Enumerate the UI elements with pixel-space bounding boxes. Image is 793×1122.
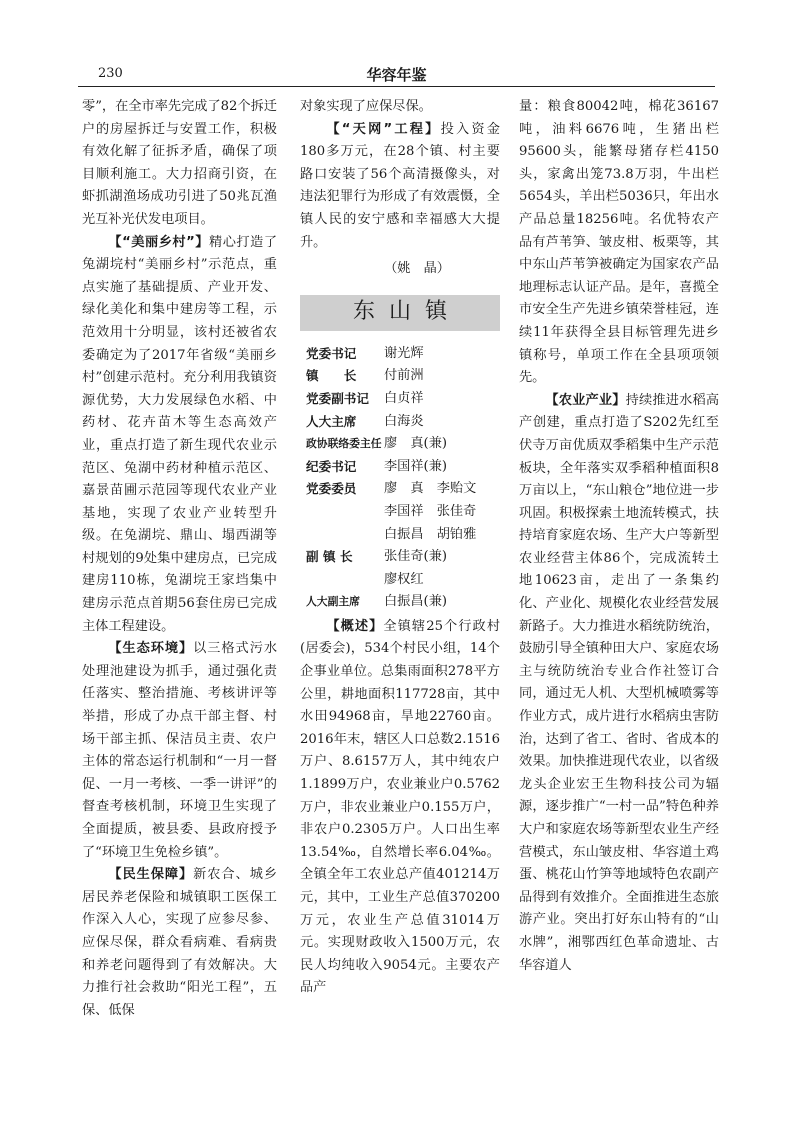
paragraph: 量：粮食80042吨，棉花36167吨，油料6676吨，生猪出栏95600头，能繁母猪存栏4150头，家禽出笼73.8万羽，牛出栏5654头，羊出栏5036只，年出水产品总量18256吨。名优特农产品有芦苇笋、皱皮柑、板栗等，其中东山芦苇笋被确定为国家农产品地理标志认证产品。是年，喜揽全市安全生产先进乡镇荣誉桂冠，连续11年获得全县目标管理先进乡镇称号，单项工作在全县项项领先。 bbox=[519, 99, 719, 386]
column-right bbox=[519, 96, 719, 977]
roster-names: 张佳奇(兼) bbox=[384, 549, 448, 565]
roster-title bbox=[300, 569, 384, 592]
paragraph-skynet bbox=[300, 119, 500, 255]
roster-row bbox=[300, 546, 500, 569]
paragraph: 对象实现了应保尽保。 bbox=[300, 99, 432, 114]
section-lead: 【生态环境】 bbox=[108, 641, 194, 657]
roster-row bbox=[300, 343, 500, 366]
roster-title: 副 镇 长 bbox=[306, 549, 353, 565]
column-left bbox=[82, 96, 277, 1022]
roster-row bbox=[300, 365, 500, 388]
roster-names: 廖权红 bbox=[384, 571, 424, 587]
roster-names: 李国祥 张佳奇 bbox=[384, 503, 477, 519]
roster-names: 付前洲 bbox=[384, 368, 424, 384]
roster-row bbox=[300, 591, 500, 614]
column-middle bbox=[300, 96, 500, 1000]
roster-row bbox=[300, 411, 500, 434]
paragraph-text: 全镇辖25个行政村(居委会)，534个村民小组，14个企事业单位。总集雨面积278平方公里，耕地面积117728亩，其中水田94968亩，旱地22760亩。2016年末，辖区人口总数2.1516万户、8.6157万人，其中纯农户1.1899万户，农业兼业户0.5762万户，非农业兼业户0.155万户，非农户0.2305万户。人口出生率13.54‰，自然增长率6.04‰。全镇全年工农业总产值401214万元，其中，工业生产总值370200万元，农业生产总值31014万元。实现财政收入1500万元，农民人均纯收入9054元。主要农产品产 bbox=[300, 618, 501, 996]
section-lead: 【农业产业】 bbox=[545, 392, 626, 408]
paragraph-overview bbox=[300, 616, 500, 1000]
roster-title bbox=[300, 524, 384, 547]
roster-names: 白振昌(兼) bbox=[384, 594, 448, 610]
roster-names: 李国祥(兼) bbox=[384, 458, 448, 474]
paragraph-agriculture bbox=[519, 390, 719, 977]
paragraph-text: 精心打造了兔湖垸村“美丽乡村”示范点，重点实施了基础提质、产业开发、绿化美化和集中建房等工程，示范效用十分明显，该村还被省农委确定为了2017年省级“美丽乡村”创建示范村。充分利用我镇资源优势，大力发展绿色水稻、中药材、花卉苗木等生态高效产业，重点打造了新生现代农业示范区、兔湖中药材种植示范区、嘉景苗圃示范园等现代农业产业基地，实现了农业产业转型升级。在兔湖垸、鼎山、塌西湖等村规划的9处集中建房点，已完成建房110栋，兔湖垸王家垱集中建房示范点首期56套住房已完成主体工程建设。 bbox=[82, 234, 278, 634]
paragraph-text: 投入资金180多万元，在28个镇、村主要路口安装了56个高清摄像头，对违法犯罪行为形成了有效震慑，全镇人民的安宁感和幸福感大大提升。 bbox=[300, 121, 500, 250]
town-title: 东山镇 bbox=[352, 299, 461, 325]
roster-title: 人大主席 bbox=[306, 413, 357, 429]
roster-names: 廖 真 李贻文 bbox=[384, 481, 477, 497]
roster-title bbox=[300, 501, 384, 524]
roster-title: 人大副主席 bbox=[306, 595, 360, 609]
roster-names: 白贞祥 bbox=[384, 390, 424, 406]
header-rule bbox=[78, 86, 715, 87]
roster-title: 政协联络委主任 bbox=[306, 437, 382, 451]
roster-names: 白海炎 bbox=[384, 413, 424, 429]
roster-row bbox=[300, 524, 500, 547]
section-lead: 【“天网”工程】 bbox=[326, 121, 441, 137]
page-number: 230 bbox=[98, 66, 123, 81]
article-author: （姚 晶） bbox=[384, 261, 450, 277]
roster-names: 谢光辉 bbox=[384, 345, 424, 361]
section-lead: 【民生保障】 bbox=[108, 867, 194, 883]
roster-row bbox=[300, 456, 500, 479]
roster-title: 纪委书记 bbox=[306, 458, 357, 474]
town-title-banner bbox=[300, 295, 500, 331]
paragraph-ecology bbox=[82, 638, 277, 864]
roster-title: 党委副书记 bbox=[306, 390, 369, 406]
roster-row bbox=[300, 569, 500, 592]
paragraph-welfare bbox=[82, 864, 277, 1022]
paragraph-text: 新农合、城乡居民养老保险和城镇职工医保工作深入人心，实现了应参尽参、应保尽保，群众看病难、看病贵和养老问题得到了有效解决。大力推行社会救助“阳光工程”，五保、低保 bbox=[82, 867, 278, 1018]
paragraph-text: 持续推进水稻高产创建，重点打造了S202先红至伏寺万亩优质双季稻集中生产示范板块，全年落实双季稻种植面积8万亩以上，“东山粮仓”地位进一步巩固。积极探索土地流转模式，扶持培育家庭农场、生产大户等新型农业经营主体86个，完成流转土地10623亩，走出了一条集约化、产业化、规模化农业经营发展新路子。大力推进水稻统防统治，鼓励引导全镇种田大户、家庭农场主与统防统治专业合作社签订合同，通过无人机、大型机械喷雾等作业方式，成片进行水稻病虫害防治，达到了省工、省时、省成本的效果。加快推进现代农业，以省级龙头企业宏王生物科技公司为辐源，逐步推广“一村一品”特色种养大户和家庭农场等新型农业生产经营模式，东山皱皮柑、华容道土鸡蛋、桃花山竹笋等地域特色农副产品得到有效推介。全面推进生态旅游产业。突出打好东山特有的“山水牌”，湘鄂西红色革命遗址、古华容道人 bbox=[519, 392, 720, 973]
paragraph: 零”，在全市率先完成了82个拆迁户的房屋拆迁与安置工作，积极有效化解了征拆矛盾，确保了项目顺利施工。大力招商引资，在虾抓湖渔场成功引进了50兆瓦渔光互补光伏发电项目。 bbox=[82, 99, 277, 227]
roster-title: 党委委员 bbox=[306, 481, 357, 497]
roster-row bbox=[300, 501, 500, 524]
roster-names: 白振昌 胡铂雅 bbox=[384, 526, 477, 542]
section-lead: 【概述】 bbox=[326, 618, 384, 634]
paragraph-text: 以三格式污水处理池建设为抓手，通过强化责任落实、整治措施、考核讲评等举措，形成了办点干部主督、村场干部主抓、保洁员主责、农户主体的常态运行机制和“一月一督促、一月一考核、一季一讲评”的督查考核机制，环境卫生实现了全面提质，被县委、县政府授予了“环境卫生免检乡镇”。 bbox=[82, 641, 278, 860]
roster-row bbox=[300, 478, 500, 501]
roster-title: 镇 长 bbox=[306, 368, 357, 384]
roster-title: 党委书记 bbox=[306, 345, 357, 361]
roster-names: 廖 真(兼) bbox=[384, 436, 448, 452]
officials-roster bbox=[300, 343, 500, 614]
paragraph-beautiful-village bbox=[82, 232, 277, 639]
section-lead: 【“美丽乡村”】 bbox=[108, 234, 209, 250]
running-title: 华容年鉴 bbox=[366, 66, 427, 84]
roster-row bbox=[300, 433, 500, 456]
roster-row bbox=[300, 388, 500, 411]
